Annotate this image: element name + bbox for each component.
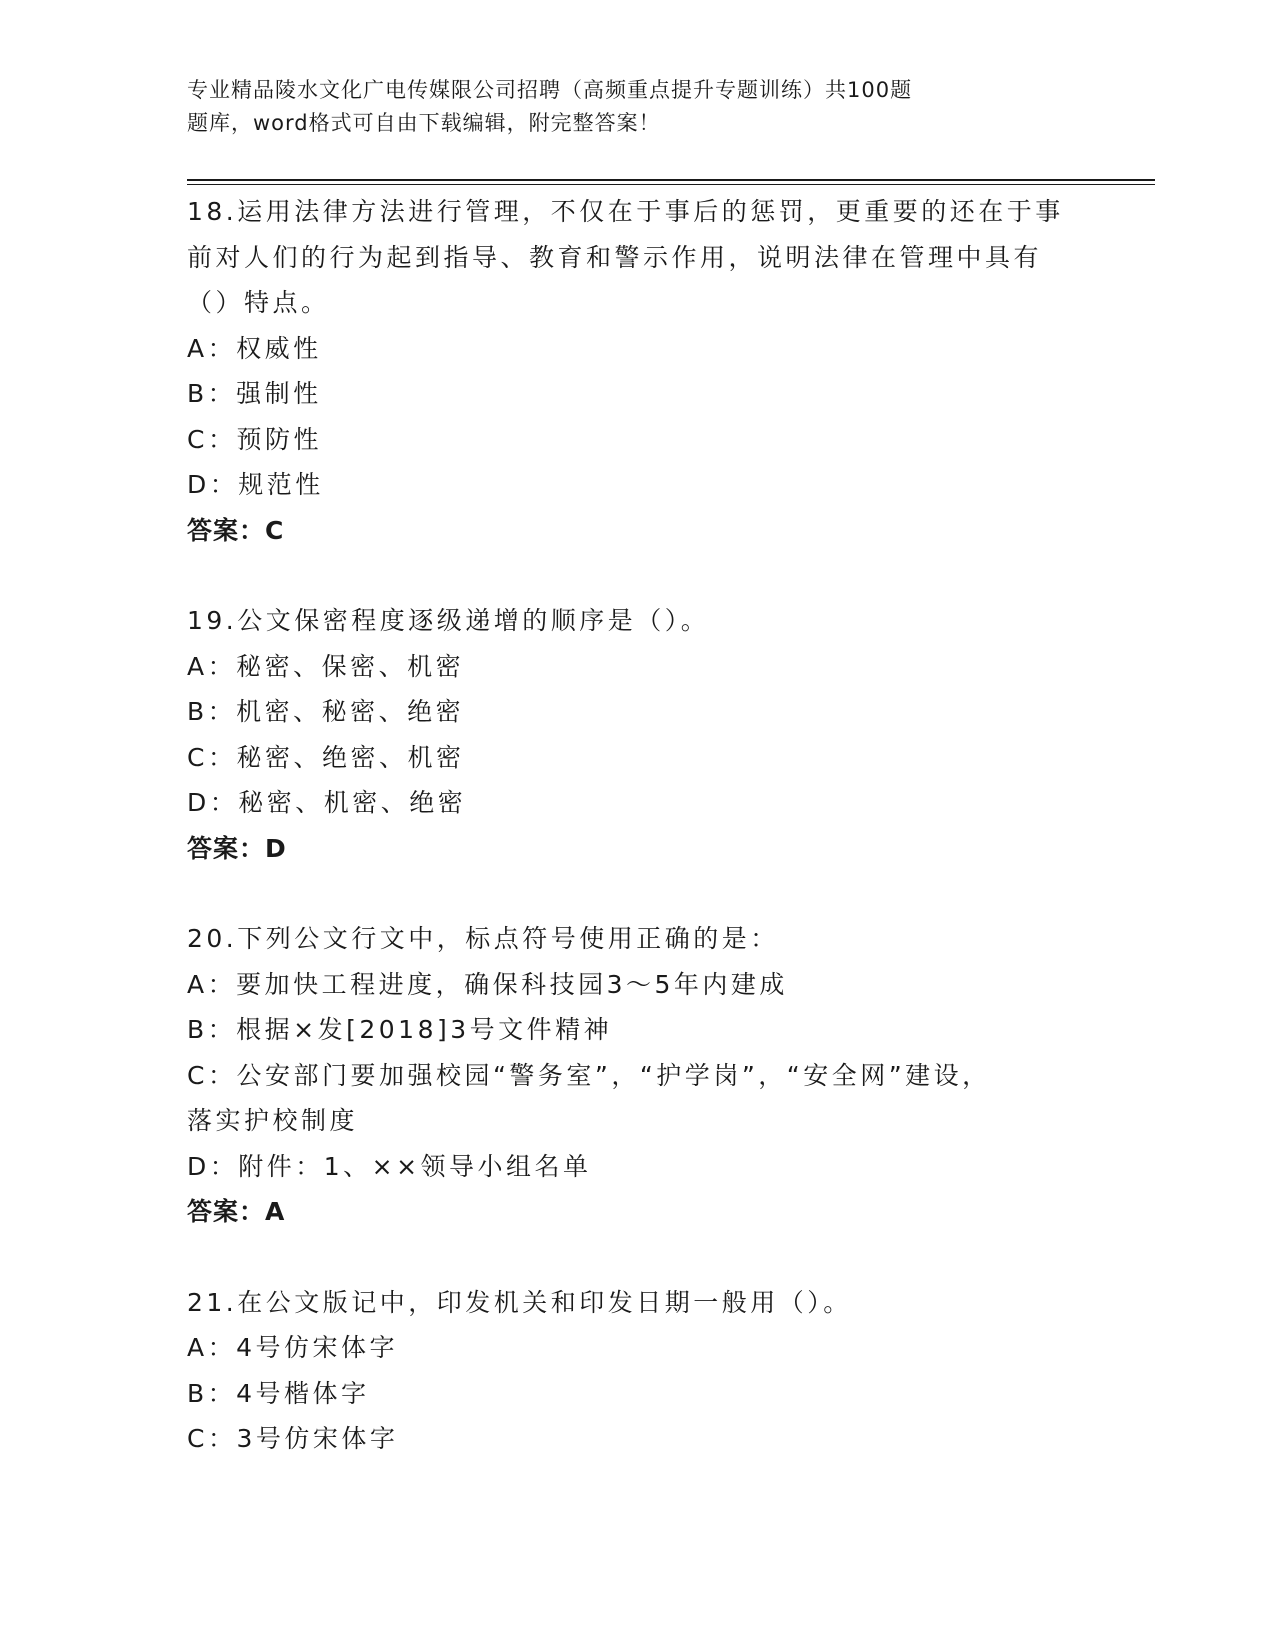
- question-block: [187, 189, 1087, 553]
- question-list: [187, 189, 1087, 1462]
- question-option-line: C：公安部门要加强校园“警务室”，“护学岗”，“安全网”建设，: [187, 1060, 991, 1090]
- question-stem-line: 20.下列公文行文中，标点符号使用正确的是：: [187, 924, 779, 953]
- question-stem-line: 18.运用法律方法进行管理，不仅在于事后的惩罚，更重要的还在于事: [187, 197, 1064, 226]
- question-spacer: [187, 553, 1087, 598]
- header-rule-thick: [187, 179, 1155, 181]
- question-block: [187, 1280, 1087, 1462]
- question-option-line: B：4号楷体字: [187, 1378, 370, 1408]
- question-option-line: C：3号仿宋体字: [187, 1424, 399, 1453]
- question-answer: 答案：D: [187, 833, 287, 863]
- question-stem-line: 19.公文保密程度逐级递增的顺序是（）。: [187, 606, 710, 635]
- question-option-line: D：规范性: [187, 470, 324, 499]
- question-spacer: [187, 871, 1087, 916]
- document-header: [187, 74, 1047, 140]
- question-option-line: C：预防性: [187, 424, 322, 454]
- question-answer: 答案：A: [187, 1197, 286, 1226]
- question-answer: 答案：C: [187, 515, 285, 545]
- question-spacer: [187, 1235, 1087, 1280]
- question-option-line: B：机密、秘密、绝密: [187, 697, 465, 726]
- question-stem-line: 前对人们的行为起到指导、教育和警示作用，说明法律在管理中具有: [187, 242, 1043, 272]
- question-option-line: C：秘密、绝密、机密: [187, 742, 465, 772]
- header-line-1: 专业精品陵水文化广电传媒限公司招聘（高频重点提升专题训练）共100题: [187, 78, 913, 102]
- question-option-line: A：秘密、保密、机密: [187, 651, 465, 681]
- header-rule-thin: [187, 184, 1155, 185]
- question-block: [187, 598, 1087, 871]
- question-option-line: 落实护校制度: [187, 1106, 359, 1135]
- question-block: [187, 916, 1087, 1235]
- question-option-line: A：权威性: [187, 333, 322, 363]
- question-option-line: A：4号仿宋体字: [187, 1333, 399, 1362]
- question-option-line: B：强制性: [187, 379, 322, 408]
- question-option-line: D：秘密、机密、绝密: [187, 788, 467, 817]
- question-option-line: A：要加快工程进度，确保科技园3～5年内建成: [187, 969, 788, 999]
- question-stem-line: （）特点。: [187, 288, 330, 317]
- question-option-line: D：附件：1、××领导小组名单: [187, 1151, 592, 1181]
- header-line-2: 题库，word格式可自由下载编辑，附完整答案！: [187, 111, 661, 135]
- question-stem-line: 21.在公文版记中，印发机关和印发日期一般用（）。: [187, 1287, 852, 1317]
- question-option-line: B：根据×发[2018]3号文件精神: [187, 1015, 613, 1044]
